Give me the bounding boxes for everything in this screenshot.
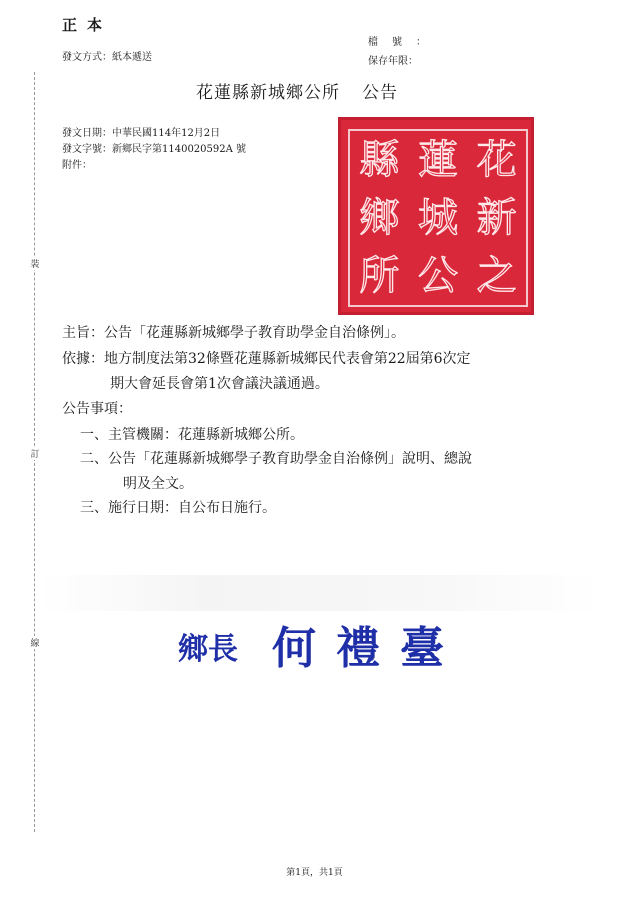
official-seal: [338, 117, 534, 315]
margin-mark-zhuang: 裝: [28, 257, 42, 270]
attachment-label: 附件：: [62, 160, 92, 171]
subject-line: 主旨：公告「花蓮縣新城鄉學子教育助學金自治條例」。: [62, 325, 405, 341]
seal-char: 新: [476, 195, 517, 241]
seal-char: 城: [417, 195, 458, 241]
items-heading: 公告事項：: [62, 401, 132, 417]
basis-line-1: 依據：地方制度法第32條暨花蓮縣新城鄉民代表會第22屆第6次定: [62, 351, 471, 367]
margin-mark-xian: 線: [28, 636, 42, 649]
mayor-signature: [178, 612, 464, 676]
delivery-method: 發文方式：紙本遞送: [62, 52, 152, 63]
copy-type-label: 正本: [62, 16, 113, 34]
seal-characters: [348, 129, 528, 307]
document-number: 發文字號：新鄉民字第1140020592A 號: [62, 144, 247, 155]
signature-name: 何禮臺: [272, 623, 464, 674]
signature-title: 鄉長: [178, 632, 238, 667]
seal-char: 縣: [359, 137, 400, 183]
seal-char: 鄉: [359, 195, 400, 241]
announcement-item-3: 三、施行日期：自公布日施行。: [80, 500, 276, 516]
archive-number-label: 檔 號: [368, 37, 404, 48]
announcement-item-2-line-2: 明及全文。: [123, 476, 193, 492]
issuer-name: 花蓮縣新城鄉公所: [196, 83, 340, 103]
seal-char: 所: [359, 253, 400, 299]
seal-char: 蓮: [417, 137, 458, 183]
basis-line-2: 期大會延長會第1次會議決議通過。: [110, 376, 329, 392]
archive-number-colon: ：: [416, 37, 426, 48]
issue-date: 發文日期：中華民國114年12月2日: [62, 128, 221, 139]
document-title: [196, 78, 398, 103]
seal-char: 公: [417, 253, 458, 299]
announcement-item-1: 一、主管機關：花蓮縣新城鄉公所。: [80, 427, 304, 443]
seal-char: 之: [476, 253, 517, 299]
announcement-item-2-line-1: 二、公告「花蓮縣新城鄉學子教育助學金自治條例」說明、總說: [80, 451, 472, 467]
retention-period-label: 保存年限：: [368, 56, 418, 67]
seal-char: 花: [476, 137, 517, 183]
document-type: 公告: [362, 83, 398, 103]
margin-mark-ding: 訂: [28, 447, 42, 460]
page-number: 第1頁，共1頁: [286, 868, 343, 878]
scan-haze: [40, 575, 600, 611]
